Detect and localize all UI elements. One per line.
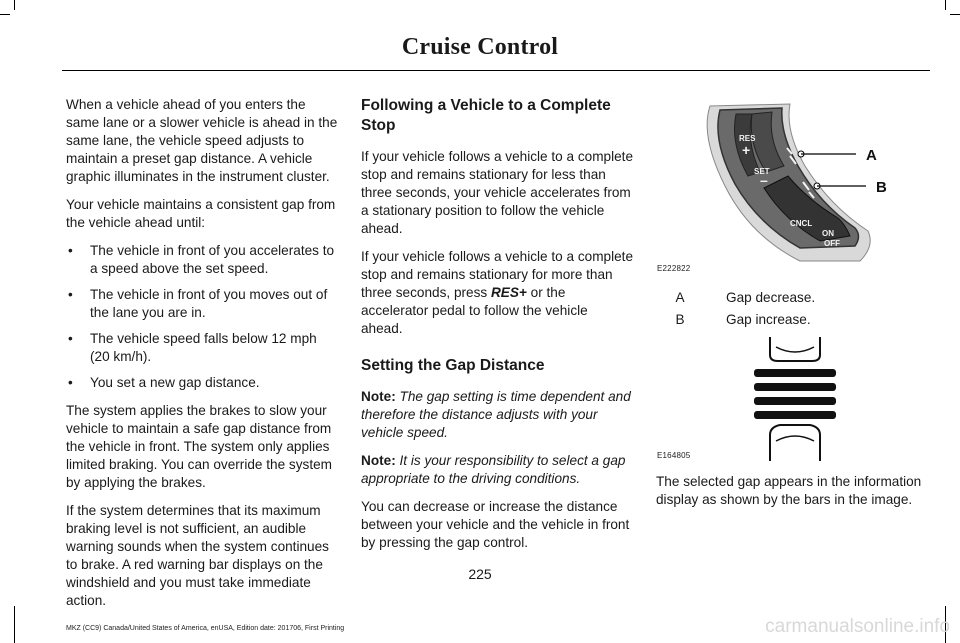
bullet-icon: • <box>68 331 73 346</box>
header-rule <box>62 70 930 71</box>
on-button: ON <box>822 229 834 238</box>
list-item: • The vehicle in front of you moves out of the lane you are in. <box>68 287 328 320</box>
crop-mark <box>945 0 946 10</box>
condition-list <box>66 242 338 392</box>
section-heading-complete-stop: Following a Vehicle to a Complete Stop <box>361 97 611 134</box>
callout-label-a: A <box>866 147 877 164</box>
gap-control-paragraph: You can decrease or increase the distance between your vehicle and the vehicle in front by pressing the gap control. <box>361 499 630 550</box>
brakes-paragraph: The system applies the brakes to slow your vehicle to maintain a safe gap distance from the vehicle in front. The system only applies limited braking. You can override the system by applying the brakes. <box>66 403 332 490</box>
list-item: • The vehicle in front of you accelerates to a speed above the set speed. <box>68 243 335 276</box>
gap-bars-illustration <box>750 335 840 463</box>
maintain-paragraph: Your vehicle maintains a consistent gap from the vehicle ahead until: <box>66 197 336 230</box>
column-1 <box>66 96 338 620</box>
minus-icon: – <box>760 172 768 188</box>
callout-label-b: B <box>876 179 887 196</box>
column-2 <box>361 96 633 562</box>
watermark: carmanualsonline.info <box>765 616 950 637</box>
gap-bar <box>754 397 836 405</box>
intro-paragraph: When a vehicle ahead of you enters the same lane or a slower vehicle is ahead in the same lane, the vehicle speed adjusts to maintain a preset gap distance. A vehicle graphic illuminates in the instrument cluster. <box>66 97 338 184</box>
note-2: Note: It is your responsibility to select a gap appropriate to the driving conditions. <box>361 453 626 486</box>
complete-stop-paragraph-2: If your vehicle follows a vehicle to a complete stop and remains stationary for more than three seconds, press RES+ or the accelerator pedal to follow the vehicle ahead. <box>361 249 634 336</box>
bullet-icon: • <box>68 287 73 302</box>
own-vehicle-icon <box>770 425 820 461</box>
crop-mark <box>14 606 15 643</box>
figure-code-1: E222822 <box>657 264 691 273</box>
bullet-icon: • <box>68 243 73 258</box>
callout-row-a: A Gap decrease. <box>675 290 816 305</box>
page-number: 225 <box>468 566 492 582</box>
res-button: RES <box>739 134 756 143</box>
list-item: • You set a new gap distance. <box>68 375 260 390</box>
gap-bar <box>754 383 836 391</box>
list-item: • The vehicle speed falls below 12 mph (20 km/h). <box>68 331 317 364</box>
gap-bar <box>754 411 836 419</box>
callout-row-b: B Gap increase. <box>675 312 811 327</box>
page-title: Cruise Control <box>401 34 559 60</box>
steering-wheel-controls-illustration <box>690 96 910 268</box>
bullet-icon: • <box>68 375 73 390</box>
crop-mark <box>0 14 10 15</box>
note-1: Note: The gap setting is time dependent and therefore the distance adjusts with your vehicle speed. <box>361 389 631 440</box>
cncl-button: CNCL <box>790 219 813 228</box>
gap-caption: The selected gap appears in the information display as shown by the bars in the image. <box>656 474 922 507</box>
set-button: SET <box>754 167 770 176</box>
section-heading-gap-distance: Setting the Gap Distance <box>361 357 545 374</box>
gap-bar <box>754 369 836 377</box>
off-button: OFF <box>824 239 840 248</box>
warning-paragraph: If the system determines that its maximum braking level is not sufficient, an audible warning sounds when the system continues to brake. A red warning bar displays on the windshield and you must take immediate action. <box>66 503 329 608</box>
complete-stop-paragraph-1: If your vehicle follows a vehicle to a complete stop and remains stationary for less than three seconds, your vehicle accelerates from a stationary position to follow the vehicle ahead. <box>361 149 634 236</box>
lead-vehicle-icon <box>770 337 820 361</box>
figure-code-2: E164805 <box>657 451 691 460</box>
crop-mark <box>14 0 15 10</box>
footer-edition: MKZ (CC9) Canada/United States of America, enUSA, Edition date: 201706, First Printing <box>66 625 345 632</box>
res-plus-label: RES+ <box>490 285 527 300</box>
plus-icon: + <box>742 142 751 158</box>
crop-mark <box>950 14 960 15</box>
